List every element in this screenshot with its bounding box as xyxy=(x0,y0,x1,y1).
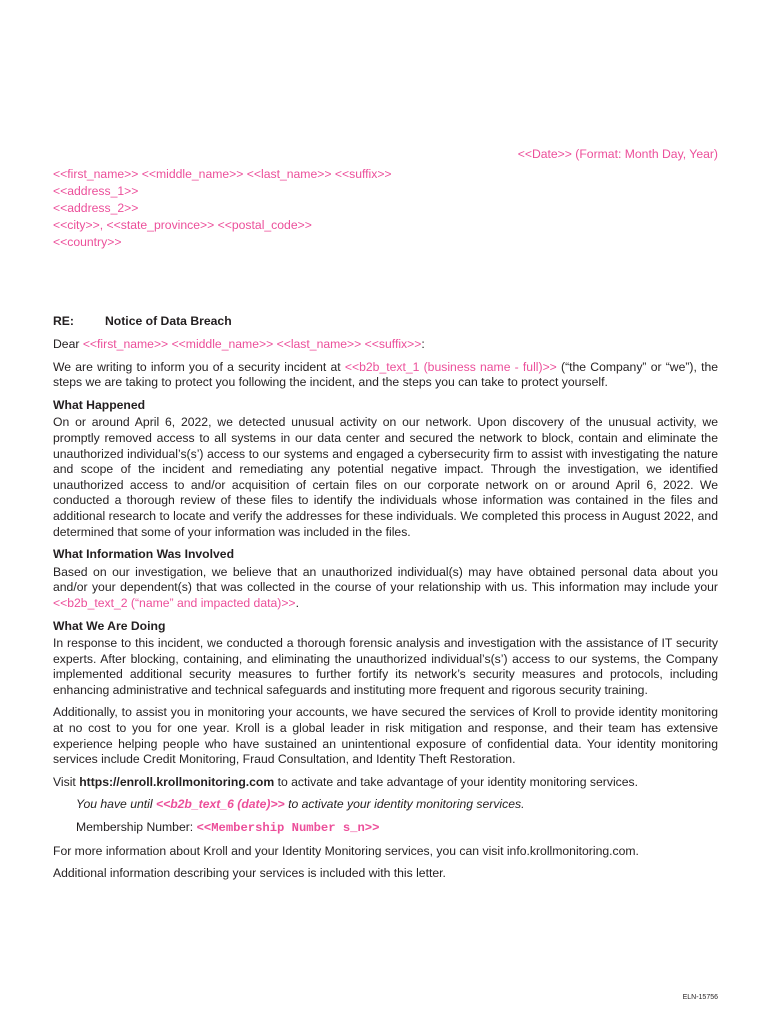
more-info-paragraph: For more information about Kroll and your Identity Monitoring services, you can visit info.krollmonitoring.com. xyxy=(53,843,639,858)
what-info-heading: What Information Was Involved xyxy=(53,547,235,562)
what-happened-heading: What Happened xyxy=(53,397,146,412)
footer-document-code: ELN-15756 xyxy=(682,994,718,1001)
recipient-city-line: <<city>>, <<state_province>> <<postal_code>> xyxy=(53,218,312,232)
intro-text-1: We are writing to inform you of a security incident at xyxy=(53,359,345,374)
what-doing-heading: What We Are Doing xyxy=(53,618,166,633)
letter-page xyxy=(53,0,718,1024)
deadline-line xyxy=(76,797,718,813)
what-info-paragraph xyxy=(53,565,718,612)
deadline-suffix: to activate your identity monitoring services. xyxy=(284,797,525,812)
date-placeholder: <<Date>> (Format: Month Day, Year) xyxy=(517,147,718,161)
what-info-text: Based on our investigation, we believe that an unauthorized individual(s) may have obtained personal data about you and/or your dependent(s) that was collected in the course of your relationship with us. This information may include your xyxy=(53,564,718,595)
greeting-suffix: : xyxy=(421,337,425,351)
greeting-name: <<first_name>> <<middle_name>> <<last_name>> <<suffix>> xyxy=(82,337,422,351)
what-info-end: . xyxy=(295,595,299,610)
intro-paragraph xyxy=(53,360,718,391)
intro-text-2: (“the Company” or “we”), the steps we are taking to protect you following the incident, and the steps you can take to protect yourself. xyxy=(53,359,719,390)
additional-info-paragraph: Additional information describing your services is included with this letter. xyxy=(53,866,446,881)
visit-paragraph xyxy=(53,775,718,791)
what-doing-paragraph-1: In response to this incident, we conducted a thorough forensic analysis and investigation with the assistance of IT security experts. After blocking, containing, and eliminating the unauthorized individual’s(s’) access to our systems, the Company implemented additional security measures to further fortify its network’s security measures and protocols, including enhancing administrative and technical safeguards and instituting more frequent and rigorous security training. xyxy=(53,636,718,697)
recipient-name: <<first_name>> <<middle_name>> <<last_name>> <<suffix>> xyxy=(53,167,392,181)
letter-body xyxy=(53,337,718,889)
business-name-placeholder: <<b2b_text_1 (business name - full)>> xyxy=(344,359,557,374)
membership-label: Membership Number: xyxy=(76,820,197,835)
greeting-prefix: Dear xyxy=(53,337,83,351)
recipient-country: <<country>> xyxy=(53,235,122,249)
deadline-date-placeholder: <<b2b_text_6 (date)>> xyxy=(155,797,285,812)
what-doing-paragraph-2: Additionally, to assist you in monitoring your accounts, we have secured the services of Kroll to provide identity monitoring at no cost to you for one year. Kroll is a global leader in risk mitigation and response, and their team has extensive experience helping people who have sustained an unintentional exposure of confidential data. Your identity monitoring services include Credit Monitoring, Fraud Consultation, and Identity Theft Restoration. xyxy=(53,705,718,767)
impacted-data-placeholder: <<b2b_text_2 (“name” and impacted data)>> xyxy=(53,595,296,610)
deadline-prefix: You have until xyxy=(76,797,156,812)
recipient-address-2: <<address_2>> xyxy=(53,201,139,215)
subject-line xyxy=(53,314,232,328)
what-happened-paragraph: On or around April 6, 2022, we detected unusual activity on our network. Upon discovery of the unusual activity, we promptly removed access to all systems in our data center and secured the network to block, contain and eliminate the unauthorized individual’s(s’) access to our systems and engaged a cybersecurity firm to assist with investigating the nature and scope of the incident and remediating any potential negative impact. Through the investigation, we identified unauthorized access to and/or acquisition of certain files on our corporate network on or around April 6, 2022. We conducted a thorough review of these files to identify the individuals whose information was contained in the files and additional research to locate and verify the addresses for these individuals. We completed this process in August 2022, and determined that some of your information was included in the files. xyxy=(53,415,718,539)
recipient-address-1: <<address_1>> xyxy=(53,184,139,198)
visit-prefix: Visit xyxy=(53,774,80,789)
membership-line xyxy=(76,820,718,837)
subject-text: Notice of Data Breach xyxy=(105,314,232,328)
enroll-url-link[interactable]: https://enroll.krollmonitoring.com xyxy=(79,774,275,789)
visit-suffix: to activate and take advantage of your identity monitoring services. xyxy=(274,774,639,789)
subject-label: RE: xyxy=(53,314,74,328)
greeting xyxy=(53,337,718,353)
recipient-address-block xyxy=(53,166,392,251)
membership-number-placeholder: <<Membership Number s_n>> xyxy=(196,821,380,836)
